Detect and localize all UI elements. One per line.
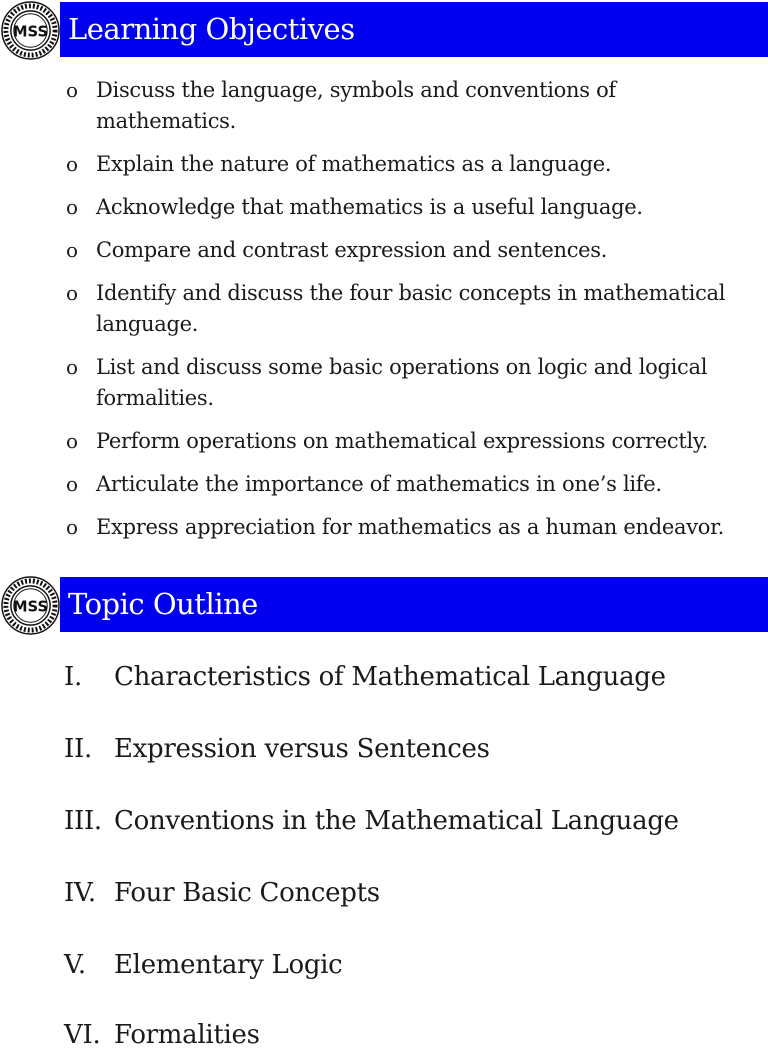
objective-text: Express appreciation for mathematics as a human endeavor.: [96, 515, 724, 539]
objective-text: List and discuss some basic operations on logic and logical formalities.: [96, 355, 708, 410]
outline-text: Formalities: [114, 1020, 260, 1050]
bullet-icon: o: [66, 78, 78, 102]
objective-item: [0, 278, 768, 340]
bullet-icon: o: [66, 281, 78, 305]
outline-header: [0, 575, 768, 637]
outline-text: Expression versus Sentences: [114, 734, 490, 764]
objective-text: Identify and discuss the four basic concepts in mathematical language.: [96, 281, 726, 336]
objective-item: [0, 192, 768, 223]
objective-text: Perform operations on mathematical expressions correctly.: [96, 429, 709, 453]
school-seal-logo: [1, 576, 60, 635]
school-seal-logo: [1, 1, 60, 60]
outline-text: Characteristics of Mathematical Language: [114, 662, 666, 692]
outline-item: [0, 727, 768, 771]
objective-item: [0, 426, 768, 457]
svg-text:MSS: MSS: [12, 23, 49, 41]
objectives-header: [0, 0, 768, 62]
objective-item: [0, 75, 768, 137]
outline-numeral: V.: [64, 950, 86, 980]
outline-numeral: II.: [64, 734, 92, 764]
bullet-icon: o: [66, 515, 78, 539]
outline-numeral: VI.: [64, 1020, 101, 1050]
objective-item: [0, 469, 768, 500]
objectives-title: Learning Objectives: [68, 12, 355, 46]
outline-item: [0, 655, 768, 699]
objective-item: [0, 352, 768, 414]
objective-item: [0, 149, 768, 180]
outline-header-bar: [60, 577, 768, 632]
outline-item: [0, 799, 768, 843]
objectives-list: [0, 75, 768, 555]
objective-text: Articulate the importance of mathematics in one’s life.: [96, 472, 662, 496]
outline-numeral: I.: [64, 662, 82, 692]
outline-item: [0, 1013, 768, 1057]
objective-text: Explain the nature of mathematics as a language.: [96, 152, 612, 176]
objective-text: Compare and contrast expression and sentences.: [96, 238, 608, 262]
bullet-icon: o: [66, 152, 78, 176]
outline-numeral: III.: [64, 806, 102, 836]
outline-numeral: IV.: [64, 878, 96, 908]
svg-text:MSS: MSS: [12, 598, 49, 616]
outline-text: Four Basic Concepts: [114, 878, 380, 908]
outline-item: [0, 871, 768, 915]
objective-item: [0, 512, 768, 543]
outline-title: Topic Outline: [68, 587, 258, 621]
outline-text: Elementary Logic: [114, 950, 343, 980]
objectives-header-bar: [60, 2, 768, 57]
outline-item: [0, 943, 768, 987]
bullet-icon: o: [66, 195, 78, 219]
bullet-icon: o: [66, 355, 78, 379]
objective-text: Discuss the language, symbols and conventions of mathematics.: [96, 78, 616, 133]
bullet-icon: o: [66, 429, 78, 453]
bullet-icon: o: [66, 472, 78, 496]
outline-text: Conventions in the Mathematical Language: [114, 806, 679, 836]
objective-text: Acknowledge that mathematics is a useful language.: [96, 195, 643, 219]
objective-item: [0, 235, 768, 266]
bullet-icon: o: [66, 238, 78, 262]
